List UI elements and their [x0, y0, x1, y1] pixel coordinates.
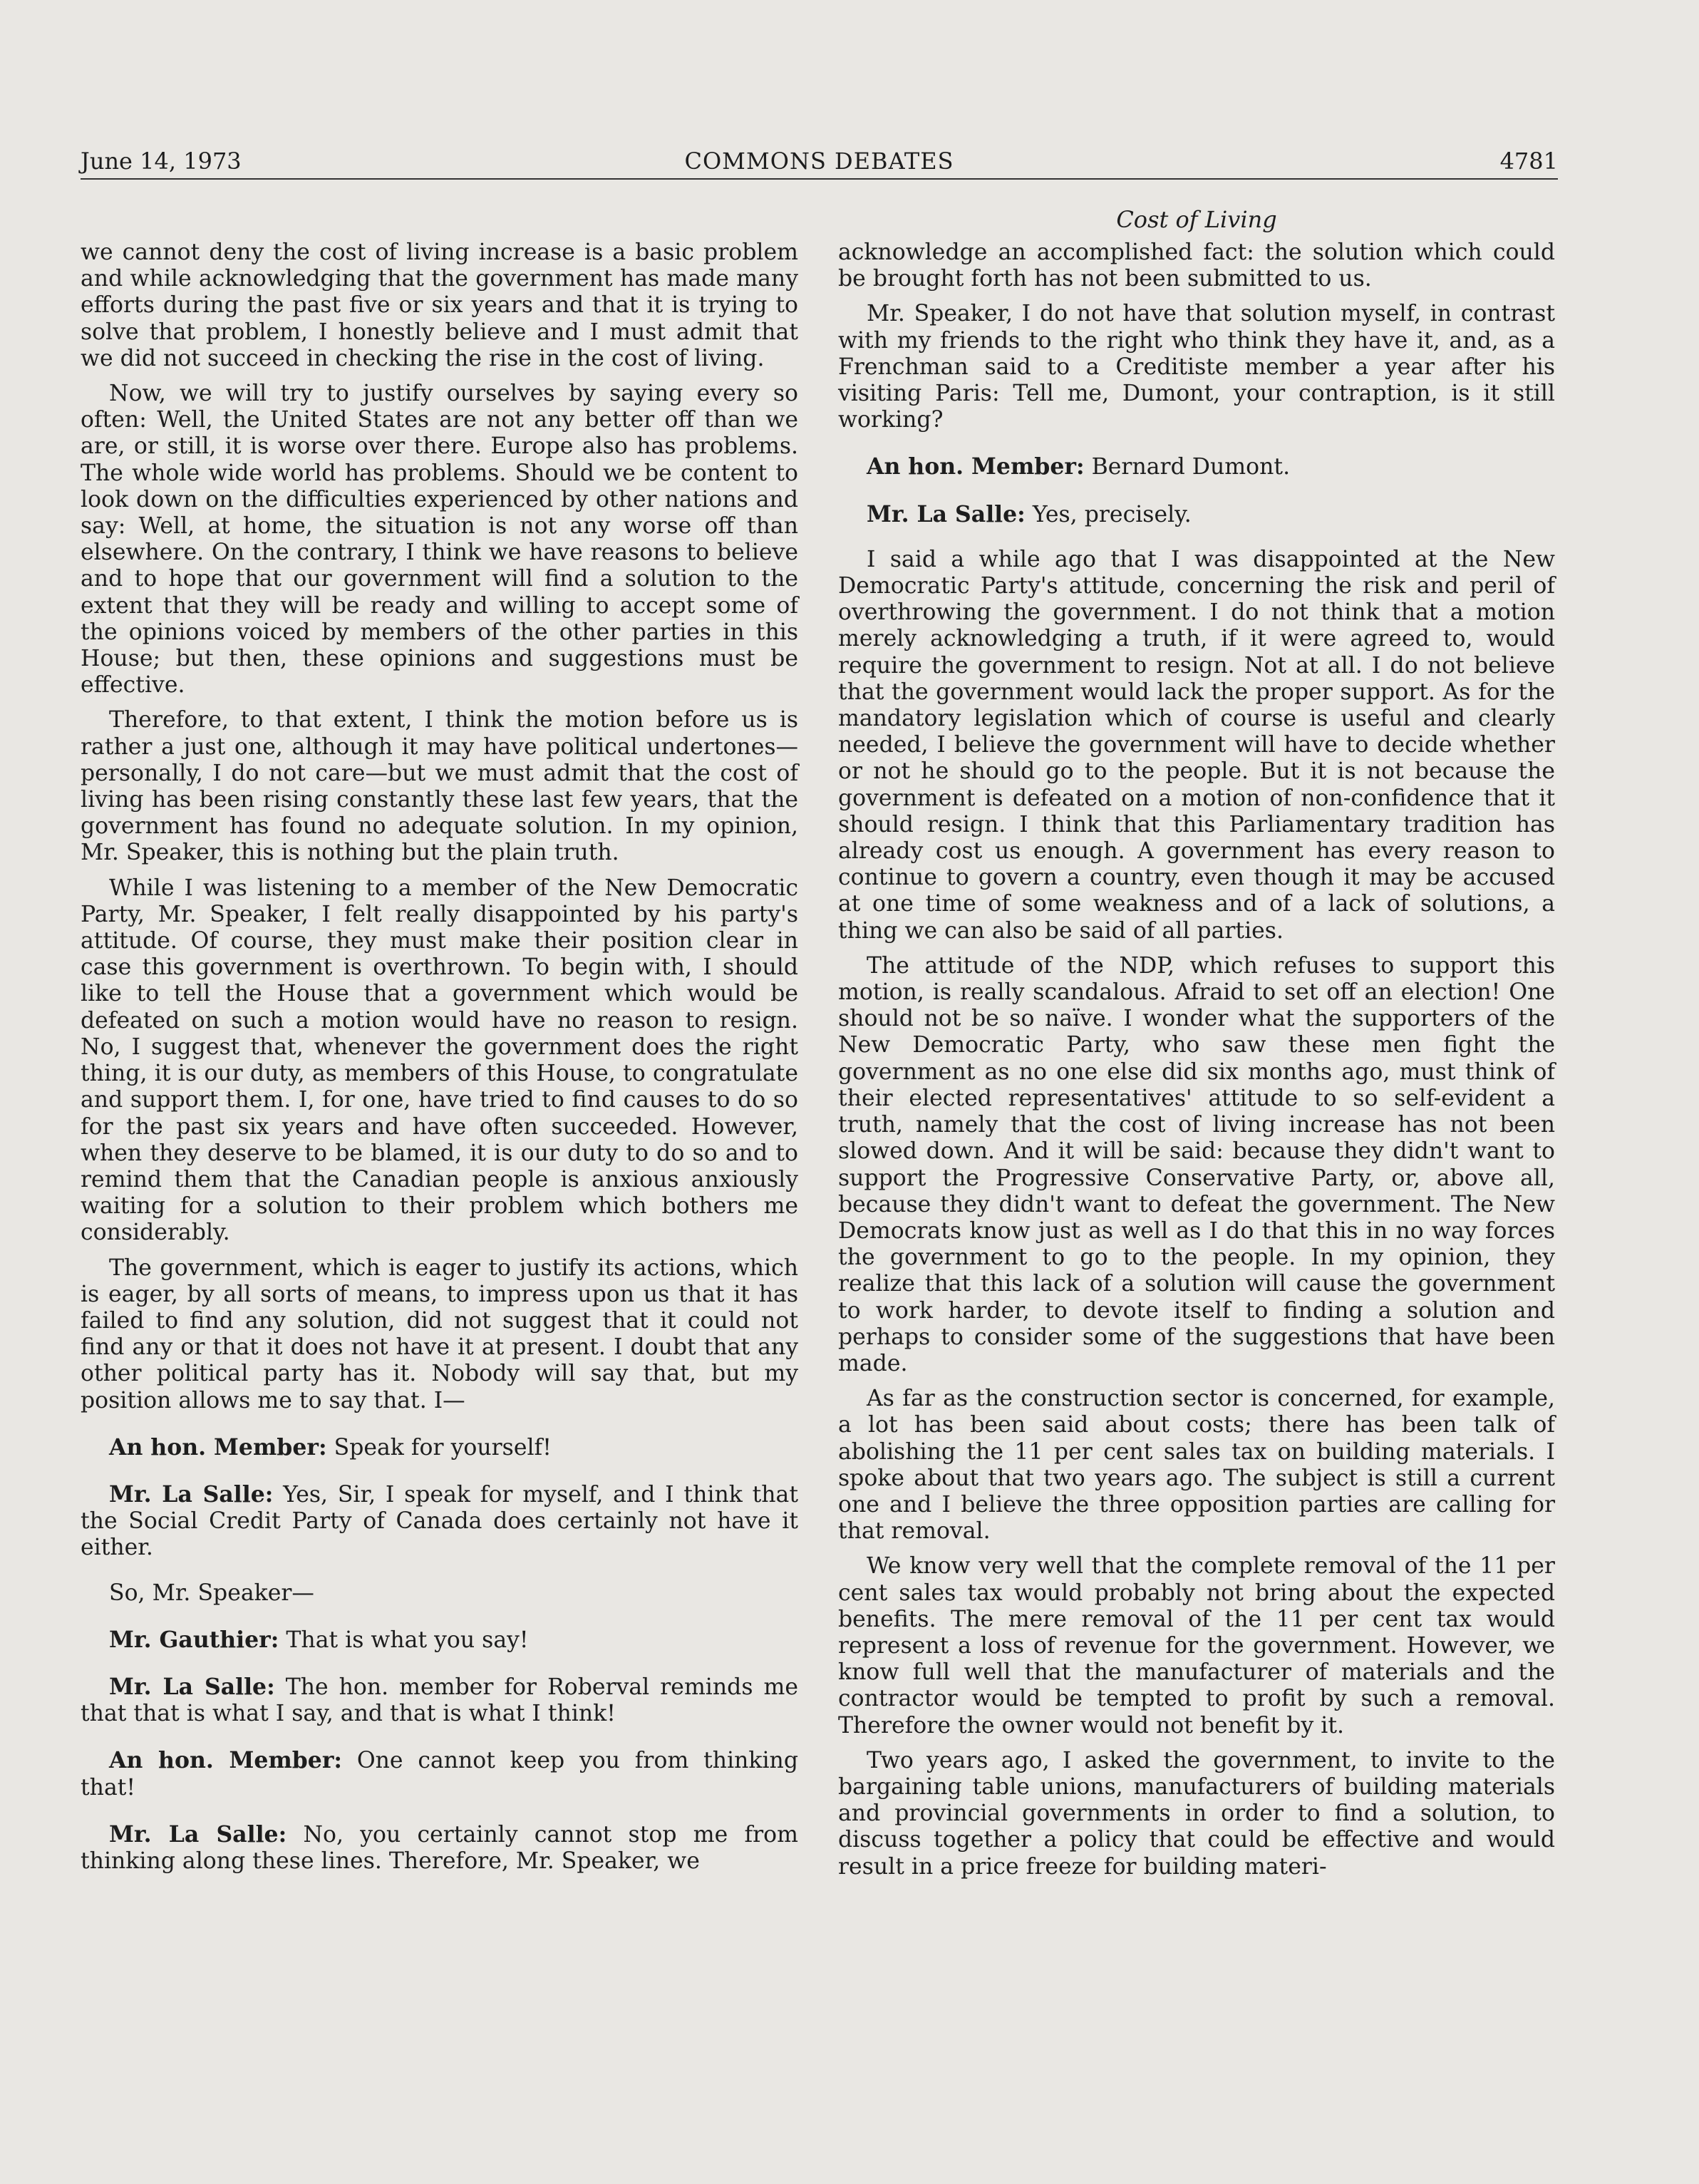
paragraph [838, 239, 1555, 292]
speaker-paragraph [81, 1434, 798, 1461]
paragraph-text: acknowledge an accomplished fact: the solution which could be brought forth has not been submitted to us. [838, 239, 1555, 292]
paragraph [838, 953, 1555, 1377]
paragraph [81, 875, 798, 1247]
paragraph-text: While I was listening to a member of the New Democratic Party, Mr. Speaker, I felt really disappointed by his party's attitude. Of course, they must make their position clear in case this government is overthrown. To begin with, I should like to tell the House that a government which would be defeated on such a motion would have no reason to resign. No, I suggest that, whenever the government does the right thing, it is our duty, as members of this House, to congratulate and support them. I, for one, have tried to find causes to do so for the past six years and have often succeeded. However, when they deserve to be blamed, it is our duty to do so and to remind them that the Canadian people is anxious anxiously waiting for a solution to their problem which bothers me considerably. [81, 875, 798, 1246]
paragraph-text: No, you certainly cannot stop me from thinking along these lines. Therefore, Mr. Speaker, we [81, 1821, 799, 1874]
speaker-name: Mr. Gauthier: [109, 1626, 279, 1653]
paragraph-text: So, Mr. Speaker— [109, 1580, 314, 1606]
paragraph [81, 239, 798, 372]
speaker-paragraph [81, 1821, 798, 1875]
speaker-name: Mr. La Salle: [109, 1673, 275, 1700]
paragraph-text: As far as the construction sector is concerned, for example, a lot has been said about costs; there has been talk of abolishing the 11 per cent sales tax on building materials. I spoke about that two years ago. The subject is still a current one and I believe the three opposition parties are calling for that removal. [838, 1386, 1555, 1545]
paragraph-text: Speak for yourself! [334, 1434, 552, 1461]
paragraph [81, 707, 798, 866]
speaker-paragraph [838, 501, 1555, 528]
paragraph-text: I said a while ago that I was disappointed at the New Democratic Party's attitude, concerning the risk and peril of overthrowing the government. I do not think that a motion merely acknowledging a truth, if it were agreed to, would require the government to resign. Not at all. I do not believe that the government would lack the proper support. As for the mandatory legislation which of course is useful and clearly needed, I believe the government will have to decide whether or not he should go to the people. But it is not because the government is defeated on a motion of non-confidence that it should resign. I think that this Parliamentary tradition has already cost us enough. A government has every reason to continue to govern a country, even though it may be accused at one time of some weakness and of a lack of solutions, a thing we can also be said of all parties. [838, 546, 1555, 944]
paragraph-text: One cannot keep you from thinking that! [81, 1748, 798, 1801]
paragraph [838, 1553, 1555, 1739]
left-column [81, 239, 798, 1893]
paragraph [838, 301, 1555, 433]
paragraph [81, 381, 798, 699]
paragraph [81, 1580, 798, 1607]
paragraph-text: Yes, precisely. [1032, 501, 1192, 527]
paragraph [838, 547, 1555, 944]
subject-heading: Cost of Living [1116, 206, 1277, 233]
speaker-name: Mr. La Salle: [867, 500, 1026, 527]
speaker-paragraph [81, 1627, 798, 1654]
paragraph [838, 1748, 1555, 1880]
paragraph-text: The hon. member for Roberval reminds me that that is what I say, and that is what I think! [81, 1674, 798, 1727]
paragraph-text: Yes, Sir, I speak for myself, and I think that the Social Credit Party of Canada does certainly not have it either. [81, 1481, 798, 1561]
paragraph [81, 1255, 798, 1414]
speaker-paragraph [81, 1481, 798, 1562]
paragraph-text: Bernard Dumont. [1091, 454, 1291, 480]
paragraph-text: Mr. Speaker, I do not have that solution myself, in contrast with my friends to the right who think they have it, and, as a Frenchman said to a Creditiste member a year after his visiting Paris: Tell me, Dumont, your contraption, is it still working? [838, 301, 1555, 433]
header-title: COMMONS DEBATES [684, 148, 954, 175]
speaker-name: An hon. Member: [867, 453, 1085, 480]
header-date: June 14, 1973 [81, 148, 242, 175]
paragraph-text: Therefore, to that extent, I think the motion before us is rather a just one, although it may have political undertones—personally, I do not care—but we must admit that the cost of living has been rising constantly these last few years, that the government has found no adequate solution. In my opinion, Mr. Speaker, this is nothing but the plain truth. [81, 707, 798, 866]
paragraph-text: The attitude of the NDP, which refuses to support this motion, is really scandalous. Afraid to set off an election! One should not be so naïve. I wonder what the supporters of the New Democratic Party, who saw these men fight the government as no one else did six months ago, must think of their elected representatives' attitude to so self-evident a truth, namely that the cost of living increase has not been slowed down. And it will be said: because they didn't want to support the Progressive Conservative Party, or, above all, because they didn't want to defeat the government. The New Democrats know just as well as I do that this in no way forces the government to go to the people. In my opinion, they realize that this lack of a solution will cause the government to work harder, to devote itself to finding a solution and perhaps to consider some of the suggestions that have been made. [838, 952, 1555, 1376]
speaker-name: An hon. Member: [109, 1433, 327, 1461]
speaker-paragraph [838, 453, 1555, 480]
paragraph-text: Two years ago, I asked the government, to invite to the bargaining table unions, manufacturers of building materials and provincial governments in order to find a solution, to discuss together a policy that could be effective and would result in a price freeze for building materi- [838, 1747, 1555, 1880]
paragraph-text: Now, we will try to justify ourselves by saying every so often: Well, the United States are not any better off than we are, or still, it is worse over there. Europe also has problems. The whole wide world has problems. Should we be content to look down on the difficulties experienced by other nations and say: Well, at home, the situation is not any worse off than elsewhere. On the contrary, I think we have reasons to believe and to hope that our government will find a solution to the extent that they will be ready and willing to accept some of the opinions voiced by members of the other parties in this House; but then, these opinions and suggestions must be effective. [81, 381, 798, 699]
paragraph-text: we cannot deny the cost of living increase is a basic problem and while acknowledging that the government has made many efforts during the past five or six years and that it is trying to solve that problem, I honestly believe and I must admit that we did not succeed in checking the rise in the cost of living. [81, 239, 798, 371]
speaker-paragraph [81, 1674, 798, 1727]
page-number: 4781 [1499, 148, 1558, 175]
paragraph-text: We know very well that the complete removal of the 11 per cent sales tax would probably not bring about the expected benefits. The mere removal of the 11 per cent tax would represent a loss of revenue for the government. However, we know full well that the manufacturer of materials and the contractor would be tempted to profit by such a removal. Therefore the owner would not benefit by it. [838, 1553, 1555, 1739]
paragraph [838, 1386, 1555, 1545]
speaker-name: An hon. Member: [109, 1747, 343, 1774]
right-column [838, 239, 1555, 1889]
speaker-paragraph [81, 1747, 798, 1801]
speaker-name: Mr. La Salle: [109, 1820, 287, 1848]
paragraph-text: The government, which is eager to justify its actions, which is eager, by all sorts of means, to impress upon us that it has failed to find any solution, did not suggest that it could not find any or that it does not have it at present. I doubt that any other political party has it. Nobody will say that, but my position allows me to say that. I— [81, 1255, 798, 1413]
paragraph-text: That is what you say! [286, 1627, 529, 1653]
page-header [81, 145, 1558, 180]
speaker-name: Mr. La Salle: [109, 1480, 274, 1508]
